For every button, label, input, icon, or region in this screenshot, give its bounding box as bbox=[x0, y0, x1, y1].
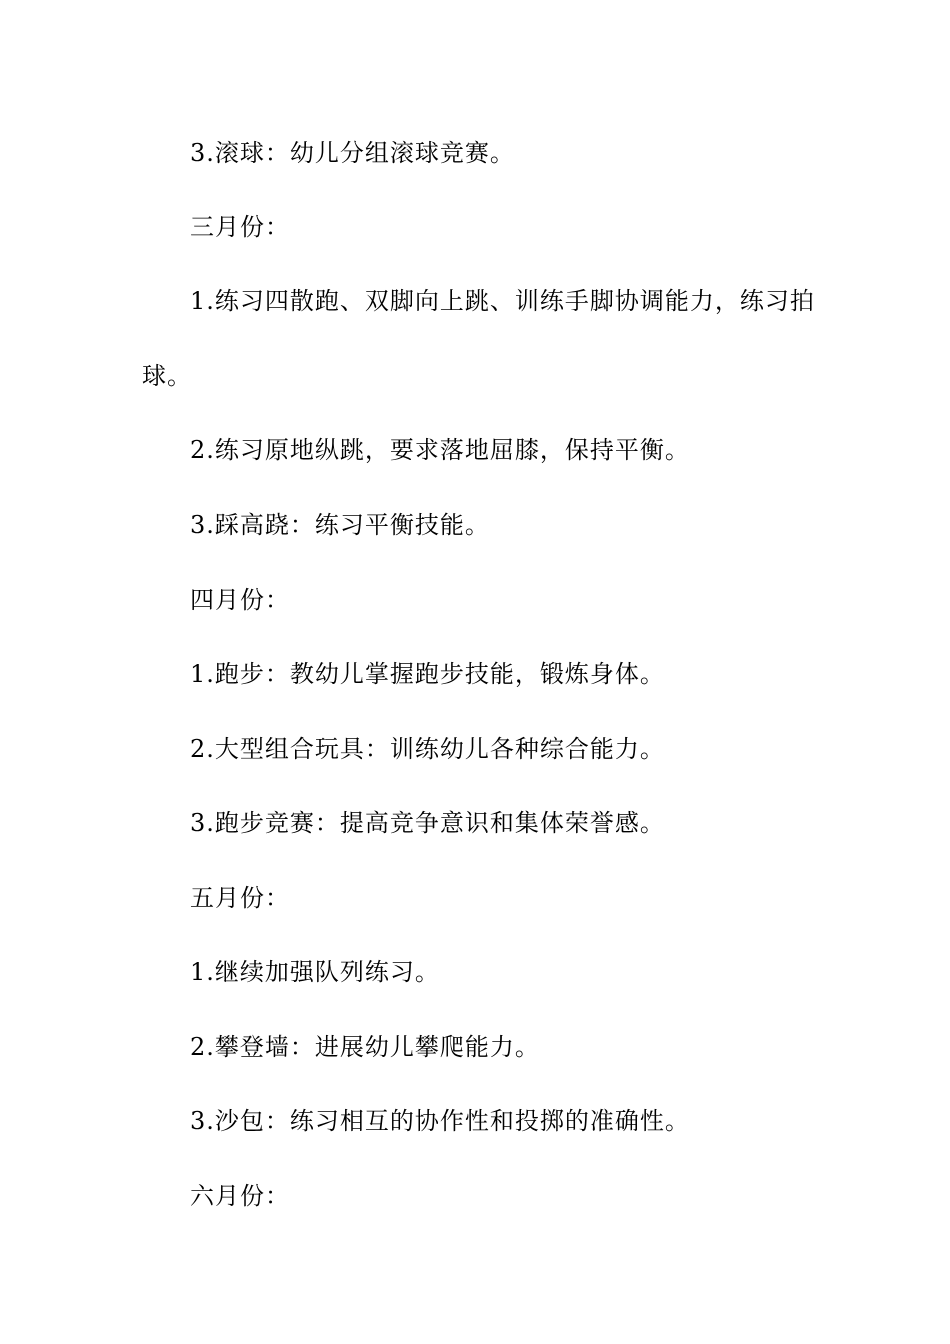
text-line: 2.练习原地纵跳，要求落地屈膝，保持平衡。 bbox=[190, 436, 690, 464]
text-line: 1.跑步：教幼儿掌握跑步技能，锻炼身体。 bbox=[190, 660, 665, 688]
section-heading-march: 三月份： bbox=[190, 213, 290, 241]
section-heading-april: 四月份： bbox=[190, 586, 290, 614]
text-line: 2.大型组合玩具：训练幼儿各种综合能力。 bbox=[190, 735, 665, 763]
section-heading-june: 六月份： bbox=[190, 1182, 290, 1210]
text-line-continuation: 球。 bbox=[142, 362, 192, 390]
text-line: 3.沙包：练习相互的协作性和投掷的准确性。 bbox=[190, 1107, 690, 1135]
text-line: 2.攀登墙：进展幼儿攀爬能力。 bbox=[190, 1033, 540, 1061]
text-line: 3.踩高跷：练习平衡技能。 bbox=[190, 511, 490, 539]
text-line: 1.继续加强队列练习。 bbox=[190, 958, 440, 986]
text-line: 1.练习四散跑、双脚向上跳、训练手脚协调能力，练习拍 bbox=[190, 287, 815, 315]
text-line: 3.滚球：幼儿分组滚球竞赛。 bbox=[190, 139, 515, 167]
text-line: 3.跑步竞赛：提高竞争意识和集体荣誉感。 bbox=[190, 809, 665, 837]
section-heading-may: 五月份： bbox=[190, 884, 290, 912]
